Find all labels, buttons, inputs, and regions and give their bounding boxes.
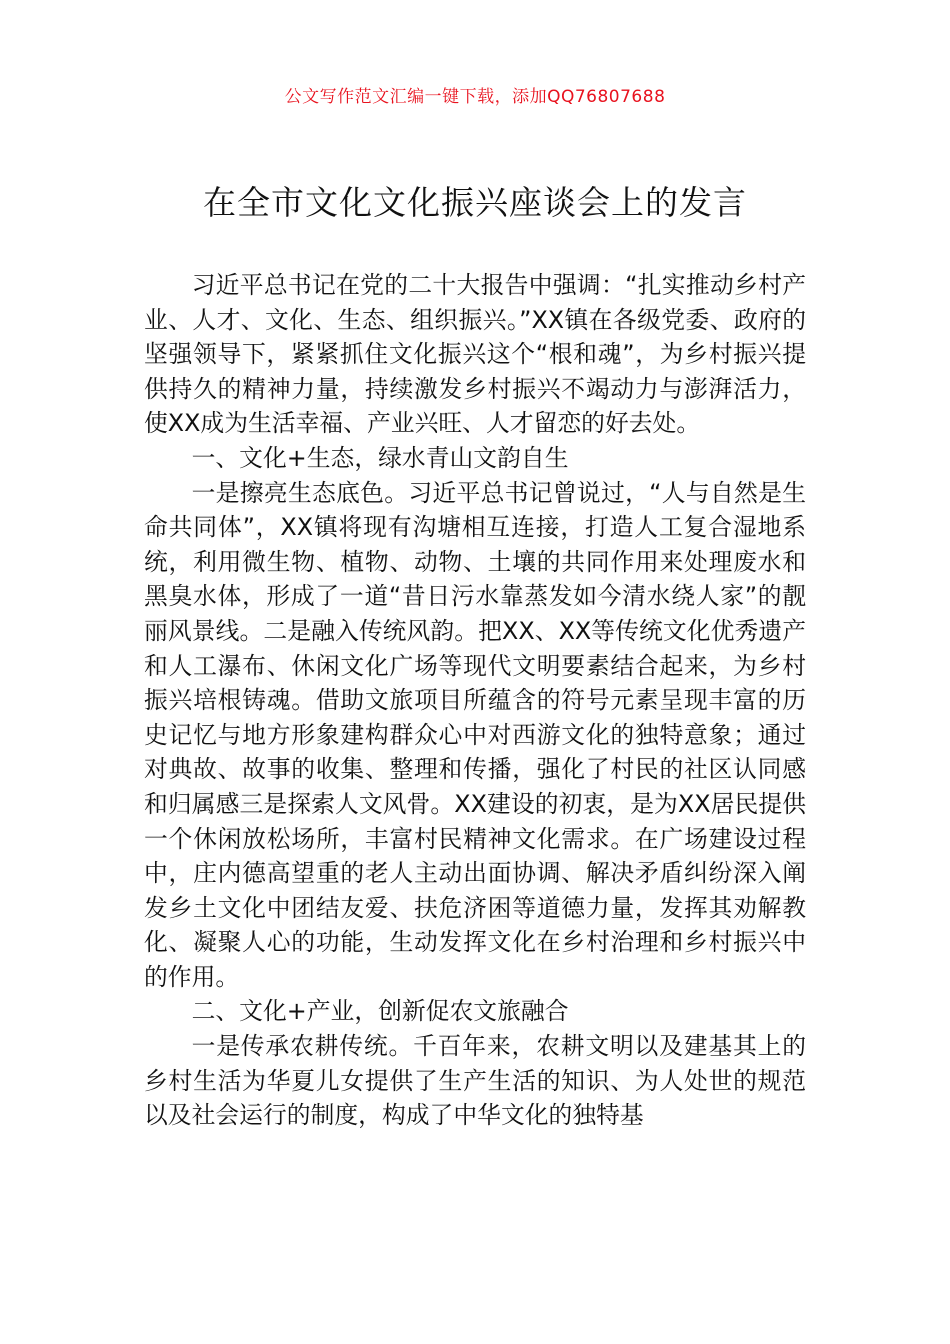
promo-banner: 公文写作范文汇编一键下载，添加QQ76807688 xyxy=(284,87,666,107)
document-title: 在全市文化文化振兴座谈会上的发言 xyxy=(203,183,747,222)
section-2-paragraph: 一是传承农耕传统。千百年来，农耕文明以及建基其上的乡村生活为华夏儿女提供了生产生活的知识、为人处世的规范以及社会运行的制度，构成了中华文化的独特基 xyxy=(144,1032,806,1130)
document-body xyxy=(144,268,806,1133)
section-heading-2: 二、文化+产业，创新促农文旅融合 xyxy=(191,997,569,1026)
section-1-paragraph: 一是擦亮生态底色。习近平总书记曾说过，“人与自然是生命共同体”，XX镇将现有沟塘相互连接，打造人工复合湿地系统，利用微生物、植物、动物、土壤的共同作用来处理废水和黑臭水体，形成了一道“昔日污水靠蒸发如今清水绕人家”的靓丽风景线。二是融入传统风韵。把XX、XX等传统文化优秀遗产和人工瀑布、休闲文化广场等现代文明要素结合起来，为乡村振兴培根铸魂。借助文旅项目所蕴含的符号元素呈现丰富的历史记忆与地方形象建构群众心中对西游文化的独特意象；通过对典故、故事的收集、整理和传播，强化了村民的社区认同感和归属感三是探索人文风骨。XX建设的初衷，是为XX居民提供一个休闲放松场所，丰富村民精神文化需求。在广场建设过程中，庄内德高望重的老人主动出面协调、解决矛盾纠纷深入阐发乡土文化中团结友爱、扶危济困等道德力量，发挥其劝解教化、凝聚人心的功能，生动发挥文化在乡村治理和乡村振兴中的作用。 xyxy=(144,478,806,991)
intro-paragraph: 习近平总书记在党的二十大报告中强调：“扎实推动乡村产业、人才、文化、生态、组织振兴。”XX镇在各级党委、政府的坚强领导下，紧紧抓住文化振兴这个“根和魂”，为乡村振兴提供持久的精神力量，持续激发乡村振兴不竭动力与澎湃活力，使XX成为生活幸福、产业兴旺、人才留恋的好去处。 xyxy=(144,271,806,438)
section-heading-1: 一、文化+生态，绿水青山文韵自生 xyxy=(191,443,569,472)
